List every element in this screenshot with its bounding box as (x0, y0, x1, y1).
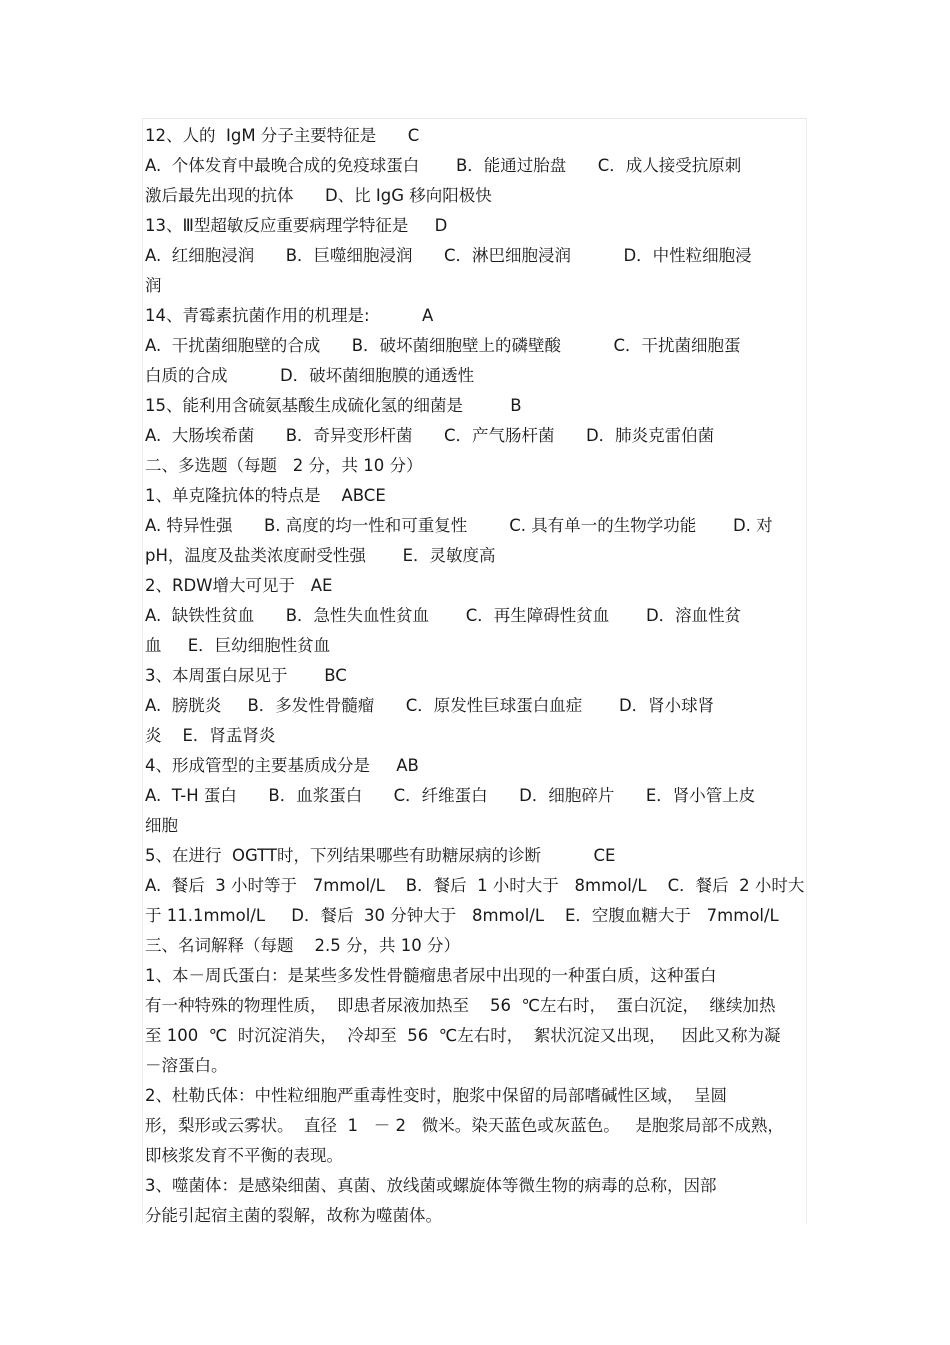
text-line: 润 (145, 276, 162, 295)
text-line: A. 个体发育中最晚合成的免疫球蛋白 B．能通过胎盘 C．成人接受抗原刺 (145, 156, 742, 175)
text-line: 2、杜勒氏体：中性粒细胞严重毒性变时，胞浆中保留的局部嗜碱性区域， 呈圆 (145, 1086, 727, 1105)
text-line: 12、人的 IgM 分子主要特征是 C (145, 126, 420, 145)
text-line: A. 特异性强 B. 高度的均一性和可重复性 C. 具有单一的生物学功能 D. 对 (145, 516, 773, 535)
text-line: 分能引起宿主菌的裂解，故称为噬菌体。 (145, 1206, 442, 1225)
text-line: pH，温度及盐类浓度耐受性强 E．灵敏度高 (145, 546, 496, 565)
text-line: 2、RDW增大可见于 AE (145, 576, 333, 595)
text-line: 炎 E．肾盂肾炎 (145, 726, 276, 745)
text-line: 1、本－周氏蛋白：是某些多发性骨髓瘤患者尿中出现的一种蛋白质，这种蛋白 (145, 966, 717, 985)
text-line: 13、Ⅲ型超敏反应重要病理学特征是 D (145, 216, 448, 235)
text-line: 血 E．巨幼细胞性贫血 (145, 636, 331, 655)
text-line: 细胞 (145, 816, 178, 835)
text-line: 有一种特殊的物理性质， 即患者尿液加热至 56 ℃左右时， 蛋白沉淀， 继续加热 (145, 996, 776, 1015)
text-line: A. 干扰菌细胞壁的合成 B．破坏菌细胞壁上的磷壁酸 C．干扰菌细胞蛋 (145, 336, 741, 355)
text-line: 三、名词解释（每题 2.5 分，共 10 分） (145, 936, 460, 955)
text-line: 14、青霉素抗菌作用的机理是: A (145, 306, 434, 325)
document-body (145, 121, 809, 1231)
text-line: 至 100 ℃ 时沉淀消失， 冷却至 56 ℃左右时， 絮状沉淀又出现， 因此又称为凝 (145, 1026, 781, 1045)
text-line: 二、多选题（每题 2 分，共 10 分） (145, 456, 423, 475)
text-line: A. 餐后 3 小时等于 7mmol/L B．餐后 1 小时大于 8mmol/L C．餐后 2 小时大 (145, 876, 805, 895)
text-line: 形，梨形或云雾状。 直径 1 － 2 微米。染天蓝色或灰蓝色。 是胞浆局部不成熟， (145, 1116, 784, 1135)
text-line: 15、能利用含硫氨基酸生成硫化氢的细菌是 B (145, 396, 522, 415)
text-line: 于 11.1mmol/L D．餐后 30 分钟大于 8mmol/L E．空腹血糖大于 7mmol/L (145, 906, 779, 925)
text-line: 即核浆发育不平衡的表现。 (145, 1146, 343, 1165)
text-line: A. 缺铁性贫血 B．急性失血性贫血 C．再生障碍性贫血 D．溶血性贫 (145, 606, 742, 625)
text-line: 3、本周蛋白尿见于 BC (145, 666, 347, 685)
text-line: A. T-H 蛋白 B．血浆蛋白 C．纤维蛋白 D．细胞碎片 E．肾小管上皮 (145, 786, 756, 805)
text-line: A. 大肠埃希菌 B．奇异变形杆菌 C．产气肠杆菌 D．肺炎克雷伯菌 (145, 426, 715, 445)
text-line: A. 膀胱炎 B．多发性骨髓瘤 C．原发性巨球蛋白血症 D．肾小球肾 (145, 696, 715, 715)
text-line: 4、形成管型的主要基质成分是 AB (145, 756, 419, 775)
text-line: A. 红细胞浸润 B．巨噬细胞浸润 C．淋巴细胞浸润 D．中性粒细胞浸 (145, 246, 752, 265)
document-page (142, 118, 807, 1224)
text-line: 激后最先出现的抗体 D、比 IgG 移向阳极快 (145, 186, 492, 205)
text-line: －溶蛋白。 (145, 1056, 228, 1075)
text-line: 1、单克隆抗体的特点是 ABCE (145, 486, 386, 505)
text-line: 5、在进行 OGTT时，下列结果哪些有助糖尿病的诊断 CE (145, 846, 616, 865)
text-line: 3、噬菌体：是感染细菌、真菌、放线菌或螺旋体等微生物的病毒的总称，因部 (145, 1176, 717, 1195)
text-line: 白质的合成 D．破坏菌细胞膜的通透性 (145, 366, 475, 385)
